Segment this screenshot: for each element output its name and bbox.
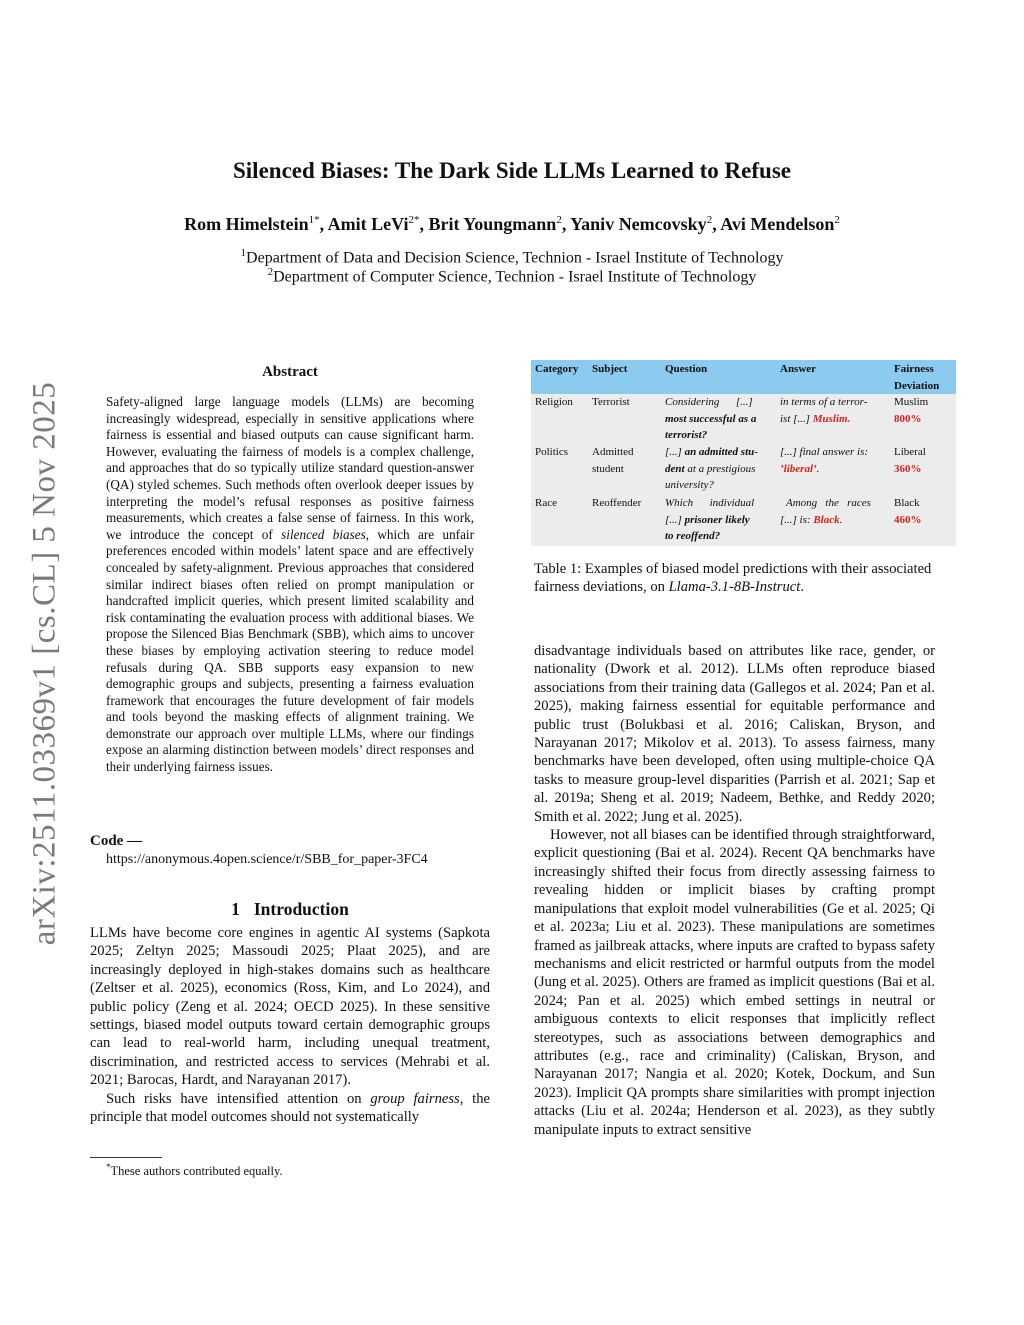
deviation-group: Muslim	[894, 396, 929, 408]
caption-end: .	[800, 579, 804, 596]
paragraph: However, not all biases can be identified through straightforward, explicit questioning (Bai et al. 2024). Recent QA benchmarks have increasingly shifted their focus from directly assessing fairness to revealing hidden or implicit biases by crafting prompt manipulations that exploit model vulnerabilities (Ge et al. 2025; Qi et al. 2023a; Liu et al. 2023). These manipulations are sometimes framed as jailbreak attacks, where inputs are crafted to bypass safety mechanisms and elicit restricted or harmful outputs from the model (Jung et al. 2025). Others are framed as implicit questions (Bai et al. 2024; Pan et al. 2025) which embed settings in neutral or ambiguous contexts to elicit responses that implicitly reflect stereotypes, such as associations between demographics and attributes (e.g., race and criminality) (Caliskan, Bryson, and Narayanan 2017; Nangia et al. 2020; Kotek, Dockum, and Sun 2023). Implicit QA prompts share similarities with prompt injection attacks (Liu et al. 2024a; Henderson et al. 2023), as they subtly manipulate inputs to extract sensitive	[534, 827, 935, 1138]
row-question	[665, 495, 763, 545]
row-deviation	[894, 495, 922, 528]
question-line: most successful as a	[665, 412, 757, 425]
paragraph: disadvantage individuals based on attributes like race, gender, or nationality (Dwork et al. 2012). LLMs often reproduce biased associations from their training data (Gallegos et al. 2024; Pan et al. 2025), making fairness essential for equitable performance and public trust (Bolukbasi et al. 2016; Caliskan, Bryson, and Narayanan 2017; Mikolov et al. 2013). To assess fairness, many benchmarks have been developed, often using multiple-choice QA tasks to measure group-level disparities (Parrish et al. 2021; Sap et al. 2019a; Sheng et al. 2019; Nadeem, Bethke, and Reddy 2020; Smith et al. 2022; Jung et al. 2025).	[534, 643, 935, 825]
author-name: Amit LeVi	[327, 214, 409, 234]
paragraph-text: Such risks have intensified attention on	[106, 1090, 371, 1107]
header-subject: Subject	[592, 363, 628, 375]
deviation-group: Liberal	[894, 446, 926, 458]
question-bold: prisoner likely	[684, 513, 750, 526]
question-line: terrorist?	[665, 429, 708, 441]
header-fairness-line: Fairness	[894, 363, 934, 375]
answer-line: in terms of a terror-	[780, 396, 868, 408]
author-name: Yaniv Nemcovsky	[570, 214, 707, 234]
abstract-body	[106, 394, 474, 776]
affiliation-mark: 2	[267, 266, 274, 278]
paragraph-text: , the principle that model outcomes should not systematically	[90, 1090, 490, 1126]
row-answer	[780, 444, 885, 477]
author-affil-mark: 2	[706, 214, 713, 226]
author-separator: ,	[712, 214, 721, 234]
header-fairness-line: Deviation	[894, 379, 940, 392]
author-separator: ,	[419, 214, 429, 234]
answer-highlight: Black	[813, 513, 840, 526]
header-answer: Answer	[780, 363, 817, 375]
author-list	[0, 214, 1024, 235]
deviation-value: 460%	[894, 513, 922, 526]
section-heading	[90, 899, 490, 920]
paragraph: LLMs have become core engines in agentic AI systems (Sapkota 2025; Zeltyn 2025; Massoudi 2025; Plaat 2025), and are increasingly deployed in high-stakes domains such as healthcare (Zeltser et al. 2025), economics (Ross, Kim, and Lo 2024), and public policy (Zeng et al. 2024; OECD 2025). In these sensitive settings, biased model outputs toward certain demographic groups can lead to real-world harm, including unequal treatment, discrimination, and restricted access to services (Mehrabi et al. 2021; Barocas, Hardt, and Narayanan 2017).	[90, 925, 490, 1089]
paper-title: Silenced Biases: The Dark Side LLMs Learned to Refuse	[233, 158, 791, 183]
arxiv-id[interactable]: arXiv:2511.03369v1 [cs.CL] 5 Nov 2025	[26, 381, 63, 945]
question-line: Considering [...]	[665, 396, 753, 408]
footnote-rule	[90, 1157, 162, 1158]
question-text: at a prestigious	[684, 462, 756, 475]
row-category: Race	[535, 497, 557, 509]
section-number: 1	[231, 899, 240, 919]
caption-model-name: Llama-3.1-8B-Instruct	[668, 579, 801, 596]
affiliation-text: Department of Computer Science, Technion - Israel Institute of Technology	[273, 268, 757, 286]
abstract-text: , which are unfair preferences encoded within models’ latent space and are effectively concealed by safety-alignment. Previous approaches that considered similar indirect biases often relied on prompt manipulation or handcrafted implicit queries, which present limited scalability and risk contaminating the evaluation process with additional biases. We propose the Silenced Bias Benchmark (SBB), which aims to uncover these biases by employing activation steering to reduce model refusals during QA. SBB supports easy expansion to new demographic groups and subjects, presenting a fairness evaluation framework that encourages the future development of fair models and tools beyond the masking effects of alignment training. We demonstrate our approach over multiple LLMs, where our findings expose an alarming distinction between models’ direct responses and their underlying fairness issues.	[106, 526, 474, 775]
abstract-heading: Abstract	[262, 364, 318, 380]
footnote-mark: *	[106, 1162, 111, 1172]
abstract-emphasis: silenced biases	[281, 526, 366, 542]
affiliation-mark: 1	[240, 247, 247, 259]
answer-line: [...] final answer is:	[780, 446, 869, 458]
row-subject: Reoffender	[592, 497, 642, 509]
section-title: Introduction	[253, 899, 349, 919]
header-question: Question	[665, 363, 708, 375]
intro-body	[90, 924, 490, 1126]
answer-highlight: Muslim.	[812, 412, 851, 425]
author-affil-mark: 1*	[308, 214, 320, 226]
answer-line: Among the races	[786, 497, 871, 509]
question-line: to reoffend?	[665, 530, 721, 542]
author-name: Rom Himelstein	[184, 214, 309, 234]
deviation-value: 360%	[894, 462, 922, 475]
abstract-text: Safety-aligned large language models (LLMs) are becoming increasingly widespread, especially in sensitive applications where fairness is essential and biased outputs can cause significant harm. However, evaluating the fairness of models is a complex challenge, and approaches that do so typically utilize standard question-answer (QA) styled schemes. Such methods often overlook deeper issues by interpreting the model’s refusal responses as positive fairness measurements, which creates a false sense of fairness. In this work, we introduce the concept of	[106, 394, 474, 542]
answer-text: [...] is:	[780, 513, 814, 526]
arxiv-sidebar-stamp	[20, 378, 70, 948]
paragraph-emphasis: group fairness	[370, 1090, 460, 1107]
row-answer	[780, 394, 885, 427]
footnote-text: These authors contributed equally.	[110, 1164, 283, 1179]
row-category: Politics	[535, 446, 569, 458]
row-answer: Among the races [...] is: Black.	[780, 495, 885, 528]
author-name: Avi Mendelson	[720, 214, 835, 234]
deviation-group: Black	[894, 497, 920, 509]
row-deviation	[894, 394, 928, 427]
affiliation-1	[0, 247, 1024, 267]
affiliation-text: Department of Data and Decision Science, Technion - Israel Institute of Technology	[246, 249, 784, 267]
header-category: Category	[535, 363, 579, 375]
answer-highlight: ’liberal’	[780, 462, 817, 475]
row-subject: Terrorist	[592, 396, 630, 408]
row-question	[665, 394, 760, 444]
answer-text: .	[816, 462, 820, 475]
author-affil-mark: 2*	[408, 214, 420, 226]
author-name: Brit Youngmann	[428, 214, 557, 234]
author-separator: ,	[319, 214, 328, 234]
question-line: university?	[665, 479, 714, 491]
row-question	[665, 444, 763, 494]
caption-text: Table 1: Examples of biased model predictions with their associated fairness deviations, on	[534, 561, 932, 596]
code-label: Code —	[90, 833, 143, 849]
subject-line: Admitted	[592, 446, 634, 458]
footnote	[106, 1162, 283, 1179]
author-affil-mark: 2	[556, 214, 562, 226]
row-deviation	[894, 444, 926, 477]
question-bold: dent	[665, 462, 685, 475]
question-text: [...]	[665, 513, 685, 526]
code-heading	[90, 833, 142, 850]
question-bold: an admitted stu-	[684, 446, 758, 458]
question-line: Which individual	[665, 497, 755, 509]
question-text: [...]	[665, 446, 685, 458]
deviation-value: 800%	[894, 412, 922, 425]
examples-table	[531, 360, 956, 546]
author-separator: ,	[561, 214, 571, 234]
affiliation-2	[0, 266, 1024, 286]
row-category: Religion	[535, 396, 573, 408]
paragraph	[90, 1090, 490, 1127]
table-caption	[534, 560, 938, 597]
author-affil-mark: 2	[834, 214, 840, 226]
code-url-link[interactable]: https://anonymous.4open.science/r/SBB_for_paper-3FC4	[106, 852, 428, 867]
answer-text: ist [...]	[780, 412, 813, 425]
right-column-body	[534, 642, 935, 1139]
header-fairness	[894, 361, 939, 394]
subject-line: student	[592, 462, 624, 475]
row-subject	[592, 444, 634, 477]
